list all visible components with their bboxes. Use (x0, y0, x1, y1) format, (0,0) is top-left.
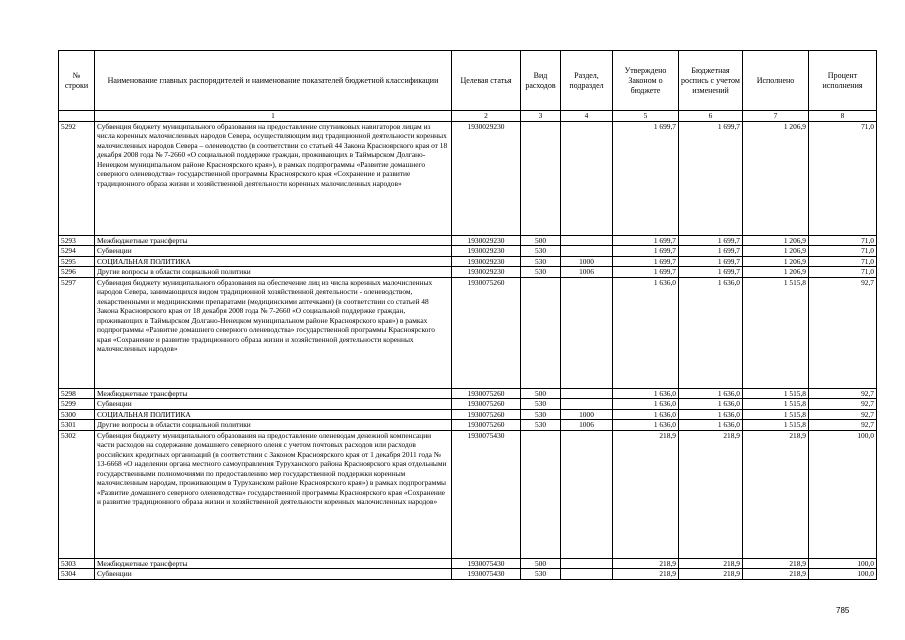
row-done: 1 206,9 (743, 121, 809, 235)
row-razdel: 1000 (561, 409, 613, 420)
row-name: Субвенция бюджету муниципального образования на обеспечение лиц из числа коренных малочисленных народов Севера, занимающихся видом традиционной хозяйственной деятельности - оленеводством, лекарственными и медицинскими препаратами (медицинскими аптечками) (в соответствии со статьей 48 Закона Красноярского края от 18 декабря 2008 года № 7-2660 «О социальной поддержке граждан, проживающих в Таймырском Долгано-Ненецком муниципальном районе Красноярского края») в рамках подпрограммы «Развитие домашнего северного оленеводства» государственной программы Красноярского края «Сохранение и развитие традиционного образа жизни и хозяйственной деятельности коренных малочисленных народов» (95, 277, 452, 388)
row-rospis: 1 699,7 (679, 121, 743, 235)
column-number: 6 (679, 111, 743, 122)
row-number: 5303 (59, 558, 95, 569)
column-number: 1 (95, 111, 452, 122)
row-name: Субвенция бюджету муниципального образования на предоставление спутниковых навигаторов лицам из числа коренных малочисленных народов Севера, осуществляющим вид традиционной деятельности коренных малочисленных народов Севера – оленеводство (в соответствии со статьей 44 Закона Красноярского края от 18 декабря 2008 года № 7-2660 «О социальной поддержке граждан, проживающих в Таймырском Долгано-Ненецком муниципальном районе Красноярского края»), в рамках подпрограммы «Развитие домашнего северного оленеводства» государственной программы Красноярского края «Сохранение и развитие традиционного образа жизни и хозяйственной деятельности коренных малочисленных народов» (95, 121, 452, 235)
row-number: 5299 (59, 399, 95, 410)
row-vid: 530 (521, 569, 561, 580)
row-approved: 1 699,7 (613, 267, 679, 278)
row-done: 1 515,8 (743, 388, 809, 399)
row-approved: 1 699,7 (613, 256, 679, 267)
row-vid (521, 277, 561, 388)
row-approved: 1 699,7 (613, 235, 679, 246)
row-name: Межбюджетные трансферты (95, 388, 452, 399)
header-executed: Исполнено (743, 51, 809, 111)
row-rospis: 1 699,7 (679, 267, 743, 278)
column-number (59, 111, 95, 122)
row-razdel (561, 399, 613, 410)
row-razdel (561, 277, 613, 388)
row-target: 1930075430 (452, 569, 521, 580)
row-number: 5300 (59, 409, 95, 420)
row-target: 1930075260 (452, 420, 521, 431)
row-rospis: 1 636,0 (679, 420, 743, 431)
table-row (59, 256, 877, 267)
header-section: Раздел, подраздел (561, 51, 613, 111)
row-approved: 1 636,0 (613, 420, 679, 431)
column-number: 5 (613, 111, 679, 122)
row-done: 1 206,9 (743, 246, 809, 257)
row-rospis: 1 699,7 (679, 246, 743, 257)
header-expense-type: Вид расходов (521, 51, 561, 111)
row-razdel (561, 430, 613, 558)
table-row (59, 277, 877, 388)
column-number: 8 (809, 111, 877, 122)
header-approved: Утверждено Законом о бюджете (613, 51, 679, 111)
row-vid: 530 (521, 399, 561, 410)
column-number: 4 (561, 111, 613, 122)
row-vid: 500 (521, 388, 561, 399)
row-name: Межбюджетные трансферты (95, 235, 452, 246)
row-number: 5298 (59, 388, 95, 399)
row-done: 1 206,9 (743, 256, 809, 267)
row-approved: 218,9 (613, 569, 679, 580)
row-name: Другие вопросы в области социальной политики (95, 420, 452, 431)
row-done: 1 206,9 (743, 235, 809, 246)
row-approved: 1 699,7 (613, 121, 679, 235)
column-numbers-row (59, 111, 877, 122)
row-target: 1930029230 (452, 256, 521, 267)
row-name: Межбюджетные трансферты (95, 558, 452, 569)
row-approved: 1 636,0 (613, 409, 679, 420)
row-name: Субвенции (95, 569, 452, 580)
row-vid (521, 121, 561, 235)
row-pct: 71,0 (809, 246, 877, 257)
row-name: Субвенция бюджету муниципального образования на предоставление оленеводам денежной компенсации части расходов на содержание домашнего северного оленя с учетом почтовых расходов или расходов российских кредитных организаций (в соответствии с Законом Красноярского края от 1 декабря 2011 года № 13-6668 «О наделении органа местного самоуправления Туруханского района Красноярского края отдельными государственными полномочиями по предоставлению мер государственной поддержки коренным малочисленным народам, проживающим в Туруханском районе Красноярского края») в рамках подпрограммы «Развитие домашнего северного оленеводства» государственной программы Красноярского края «Сохранение и развитие традиционного образа жизни и хозяйственной деятельности коренных малочисленных народов» (95, 430, 452, 558)
row-razdel (561, 235, 613, 246)
row-pct: 71,0 (809, 235, 877, 246)
row-approved: 218,9 (613, 430, 679, 558)
row-pct: 71,0 (809, 267, 877, 278)
header-budget-schedule: Бюджетная роспись с учетом изменений (679, 51, 743, 111)
row-name: СОЦИАЛЬНАЯ ПОЛИТИКА (95, 409, 452, 420)
row-approved: 1 636,0 (613, 277, 679, 388)
row-rospis: 1 636,0 (679, 277, 743, 388)
row-pct: 71,0 (809, 256, 877, 267)
row-rospis: 1 636,0 (679, 399, 743, 410)
row-target: 1930075260 (452, 399, 521, 410)
row-number: 5301 (59, 420, 95, 431)
column-number: 2 (452, 111, 521, 122)
header-target-article: Целевая статья (452, 51, 521, 111)
table-row (59, 267, 877, 278)
row-razdel: 1000 (561, 256, 613, 267)
row-target: 1930075260 (452, 388, 521, 399)
row-number: 5297 (59, 277, 95, 388)
table-row (59, 246, 877, 257)
row-vid: 530 (521, 409, 561, 420)
row-pct: 100,0 (809, 569, 877, 580)
row-done: 218,9 (743, 430, 809, 558)
row-pct: 92,7 (809, 277, 877, 388)
row-approved: 1 636,0 (613, 399, 679, 410)
row-rospis: 1 636,0 (679, 409, 743, 420)
row-rospis: 218,9 (679, 430, 743, 558)
row-number: 5295 (59, 256, 95, 267)
table-row (59, 569, 877, 580)
row-done: 218,9 (743, 558, 809, 569)
row-approved: 218,9 (613, 558, 679, 569)
row-name: Субвенции (95, 246, 452, 257)
row-target: 1930075430 (452, 430, 521, 558)
row-approved: 1 636,0 (613, 388, 679, 399)
row-pct: 100,0 (809, 430, 877, 558)
row-done: 1 515,8 (743, 277, 809, 388)
row-done: 1 206,9 (743, 267, 809, 278)
table-row (59, 409, 877, 420)
row-pct: 92,7 (809, 388, 877, 399)
row-done: 1 515,8 (743, 409, 809, 420)
column-number: 3 (521, 111, 561, 122)
row-razdel: 1006 (561, 420, 613, 431)
table-row (59, 235, 877, 246)
row-rospis: 1 699,7 (679, 235, 743, 246)
row-razdel (561, 246, 613, 257)
row-vid: 500 (521, 235, 561, 246)
row-pct: 92,7 (809, 409, 877, 420)
row-pct: 92,7 (809, 399, 877, 410)
row-target: 1930029230 (452, 235, 521, 246)
table-row (59, 430, 877, 558)
table-row (59, 420, 877, 431)
row-done: 1 515,8 (743, 420, 809, 431)
row-vid: 500 (521, 558, 561, 569)
row-target: 1930029230 (452, 121, 521, 235)
row-target: 1930029230 (452, 246, 521, 257)
table-row (59, 399, 877, 410)
row-rospis: 218,9 (679, 558, 743, 569)
row-razdel: 1006 (561, 267, 613, 278)
row-done: 1 515,8 (743, 399, 809, 410)
row-vid (521, 430, 561, 558)
row-pct: 71,0 (809, 121, 877, 235)
table-row (59, 558, 877, 569)
header-row (59, 51, 877, 111)
row-vid: 530 (521, 267, 561, 278)
row-razdel (561, 388, 613, 399)
row-approved: 1 699,7 (613, 246, 679, 257)
row-name: СОЦИАЛЬНАЯ ПОЛИТИКА (95, 256, 452, 267)
row-target: 1930075430 (452, 558, 521, 569)
table-row (59, 388, 877, 399)
row-number: 5296 (59, 267, 95, 278)
row-vid: 530 (521, 420, 561, 431)
row-name: Другие вопросы в области социальной политики (95, 267, 452, 278)
row-razdel (561, 569, 613, 580)
row-vid: 530 (521, 246, 561, 257)
budget-table (58, 50, 877, 580)
row-razdel (561, 121, 613, 235)
row-rospis: 218,9 (679, 569, 743, 580)
row-number: 5293 (59, 235, 95, 246)
table-row (59, 121, 877, 235)
header-percent: Процент исполнения (809, 51, 877, 111)
row-done: 218,9 (743, 569, 809, 580)
row-name: Субвенции (95, 399, 452, 410)
header-row-number: № строки (59, 51, 95, 111)
row-target: 1930075260 (452, 277, 521, 388)
row-vid: 530 (521, 256, 561, 267)
row-rospis: 1 699,7 (679, 256, 743, 267)
row-pct: 100,0 (809, 558, 877, 569)
row-target: 1930029230 (452, 267, 521, 278)
row-number: 5302 (59, 430, 95, 558)
row-number: 5294 (59, 246, 95, 257)
row-number: 5292 (59, 121, 95, 235)
header-name: Наименование главных распорядителей и наименование показателей бюджетной классификации (95, 51, 452, 111)
row-razdel (561, 558, 613, 569)
page-number: 785 (836, 606, 850, 615)
row-pct: 92,7 (809, 420, 877, 431)
row-rospis: 1 636,0 (679, 388, 743, 399)
row-target: 1930075260 (452, 409, 521, 420)
row-number: 5304 (59, 569, 95, 580)
column-number: 7 (743, 111, 809, 122)
